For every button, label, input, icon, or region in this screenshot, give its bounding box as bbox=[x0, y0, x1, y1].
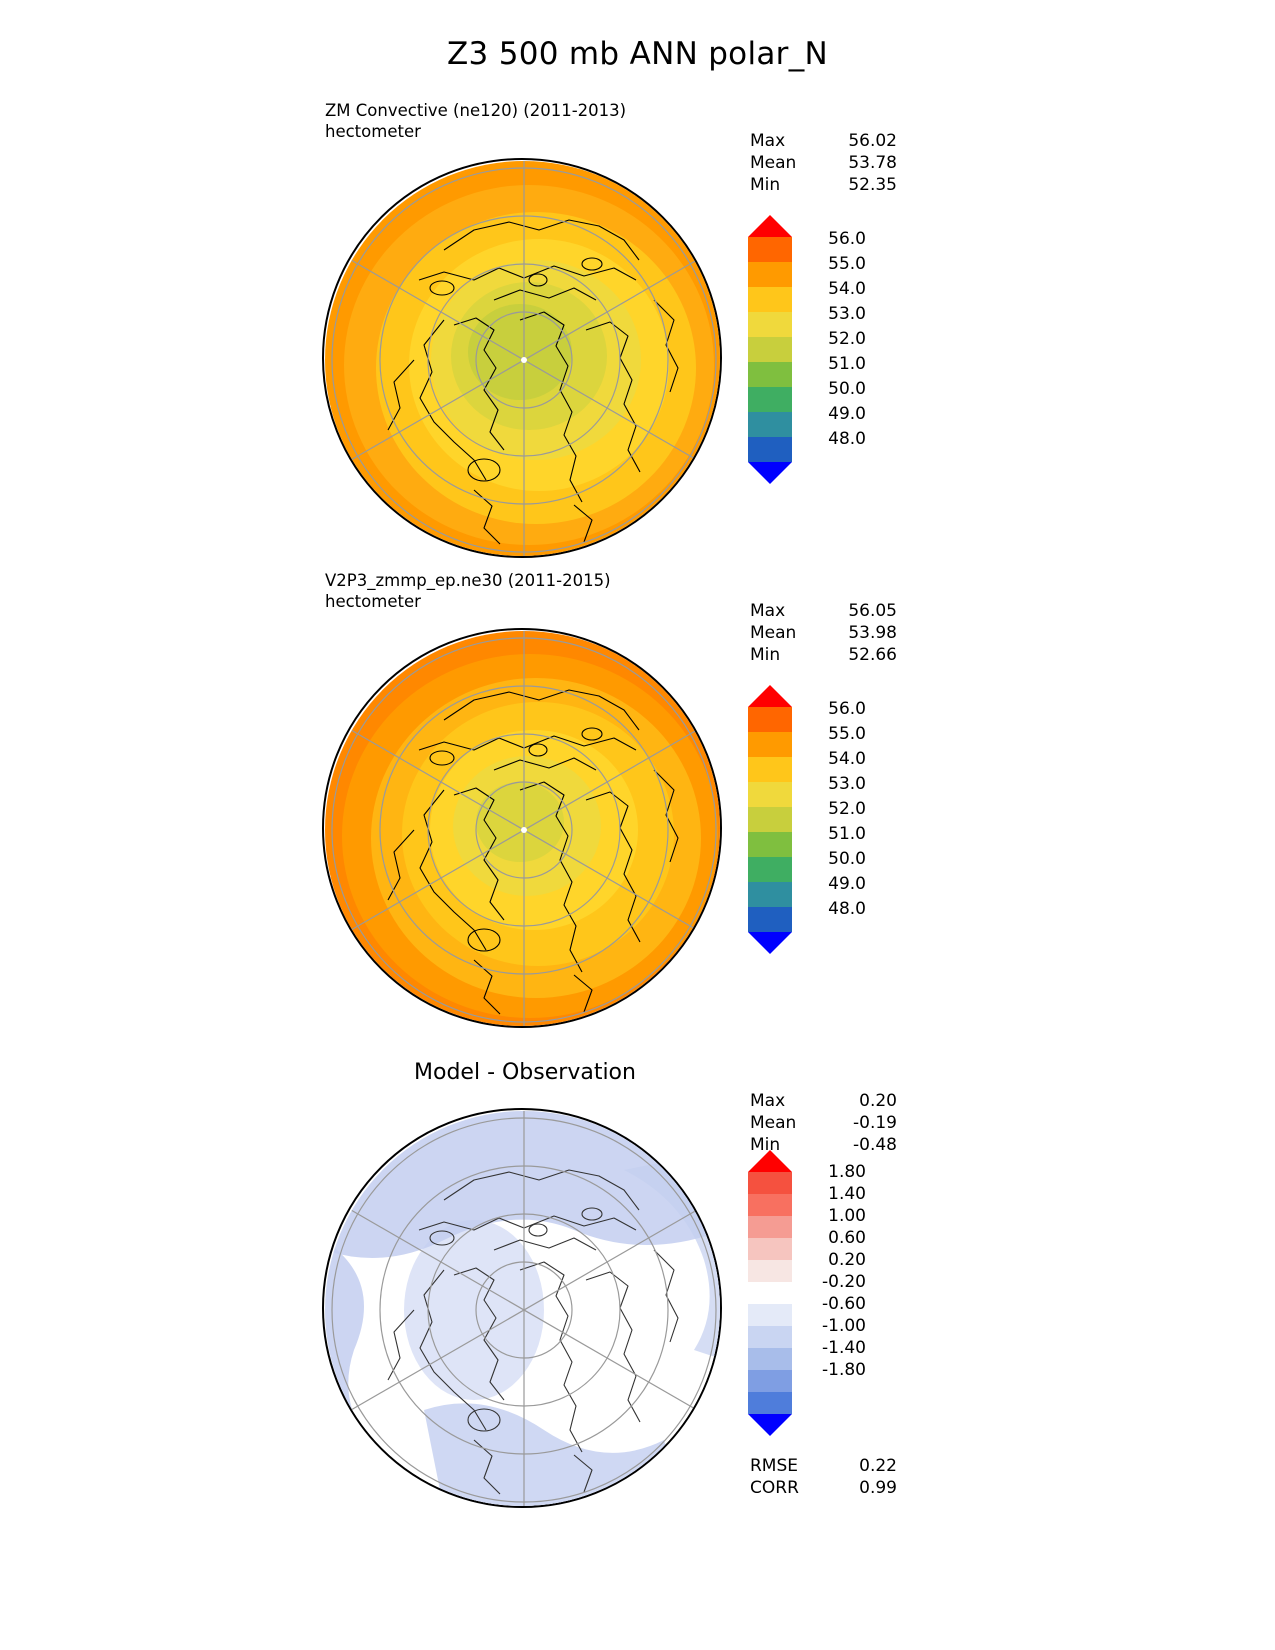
stat-min: Min 52.35 bbox=[750, 175, 897, 195]
stat-rmse: RMSE 0.22 bbox=[750, 1456, 897, 1476]
panel-top-header-line1: ZM Convective (ne120) (2011-2013) bbox=[325, 101, 627, 120]
globe-middle bbox=[322, 628, 722, 1028]
globe-top bbox=[322, 158, 722, 558]
panel-middle-header-line1: V2P3_zmmp_ep.ne30 (2011-2015) bbox=[325, 571, 611, 590]
panel-bottom-stats bbox=[750, 1090, 897, 1156]
stat-mean: Mean 53.98 bbox=[750, 623, 897, 643]
stat-max: Max 56.02 bbox=[750, 131, 897, 151]
colorbar-bottom-bar bbox=[748, 1150, 792, 1436]
colorbar-middle-bar bbox=[748, 685, 792, 954]
polar-map-bottom bbox=[322, 1108, 722, 1508]
panel-top-stats bbox=[750, 130, 897, 196]
panel-bottom-footer-stats bbox=[750, 1455, 897, 1499]
polar-map-middle bbox=[322, 628, 722, 1028]
stat-max: Max 56.05 bbox=[750, 601, 897, 621]
panel-middle-stats bbox=[750, 600, 897, 666]
globe-top-svg bbox=[324, 160, 722, 558]
panel-bottom-title: Model - Observation bbox=[414, 1060, 636, 1085]
globe-bottom bbox=[322, 1108, 722, 1508]
colorbar-top-bar bbox=[748, 215, 792, 484]
polar-map-top bbox=[322, 158, 722, 558]
stat-mean: Mean -0.19 bbox=[750, 1113, 897, 1133]
stat-corr: CORR 0.99 bbox=[750, 1478, 897, 1498]
stat-max: Max 0.20 bbox=[750, 1091, 897, 1111]
stat-mean: Mean 53.78 bbox=[750, 153, 897, 173]
globe-middle-svg bbox=[324, 630, 722, 1028]
globe-bottom-svg bbox=[324, 1110, 722, 1508]
panel-top-header-line2: hectometer bbox=[325, 122, 421, 141]
panel-middle-header-line2: hectometer bbox=[325, 592, 421, 611]
panel-top-header bbox=[325, 100, 626, 142]
stat-min: Min -0.48 bbox=[750, 1135, 897, 1155]
page-title: Z3 500 mb ANN polar_N bbox=[447, 36, 828, 72]
panel-middle-header bbox=[325, 570, 611, 612]
stat-min: Min 52.66 bbox=[750, 645, 897, 665]
